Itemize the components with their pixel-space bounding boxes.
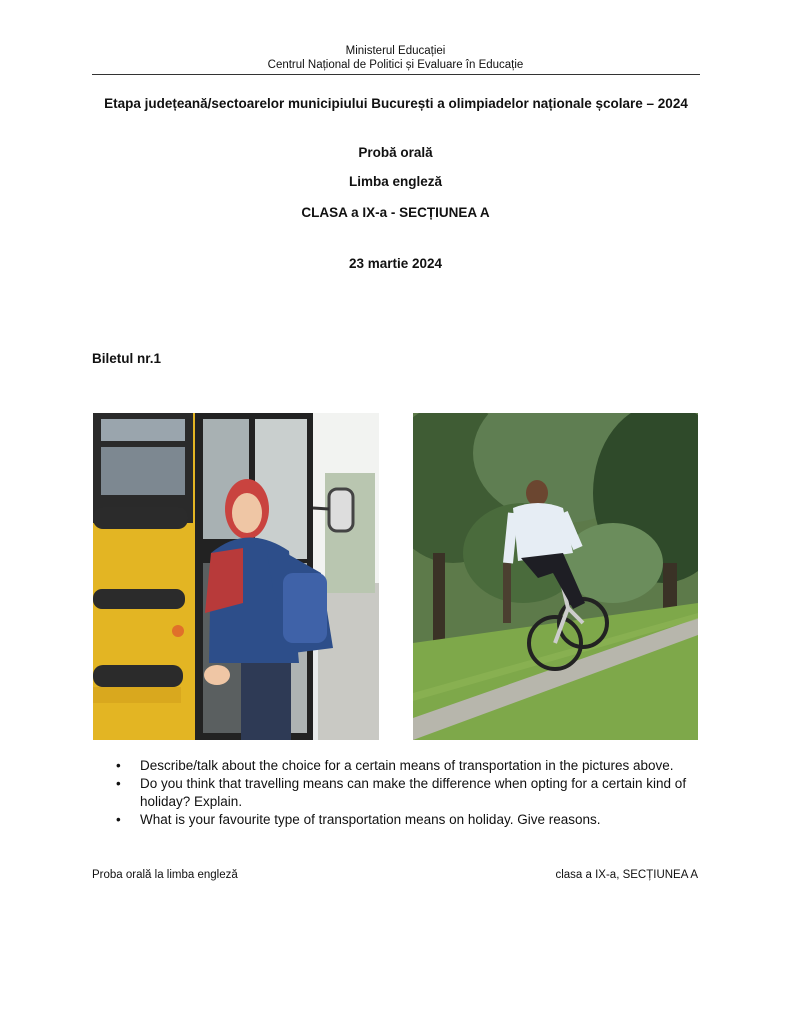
ticket-number: Biletul nr.1 — [92, 351, 162, 366]
bullet-icon: • — [116, 758, 121, 773]
question-text: Describe/talk about the choice for a certain means of transportation in the pictures above. — [140, 758, 674, 773]
header-divider — [92, 74, 700, 75]
question-item — [116, 757, 701, 775]
center-name: Centrul Național de Politici și Evaluare în Educație — [267, 59, 524, 71]
bullet-icon: • — [116, 812, 121, 827]
exam-date: 23 martie 2024 — [348, 256, 443, 271]
document-title: Etapa județeană/sectoarelor municipiului București a olimpiadelor naționale școlare – 2024 — [104, 96, 688, 111]
exam-type: Probă orală — [358, 145, 433, 160]
photo-man-cycling — [413, 413, 698, 740]
discussion-questions — [116, 757, 701, 829]
photo-boy-school-bus — [93, 413, 379, 740]
question-item — [116, 775, 701, 811]
school-bus-illustration — [93, 413, 379, 740]
document-header — [0, 44, 791, 72]
question-item — [116, 811, 701, 829]
footer-left: Proba orală la limba engleză — [92, 869, 238, 881]
cycling-illustration — [413, 413, 698, 740]
question-text: What is your favourite type of transportation means on holiday. Give reasons. — [140, 812, 601, 827]
class-section: CLASA a IX-a - SECȚIUNEA A — [301, 205, 490, 220]
subject: Limba engleză — [348, 174, 443, 189]
ministry-name: Ministerul Educației — [345, 45, 446, 57]
question-text: Do you think that travelling means can make the difference when opting for a certain kind of holiday? Explain. — [140, 776, 687, 809]
footer-right: clasa a IX-a, SECȚIUNEA A — [555, 869, 698, 881]
bullet-icon: • — [116, 776, 121, 791]
